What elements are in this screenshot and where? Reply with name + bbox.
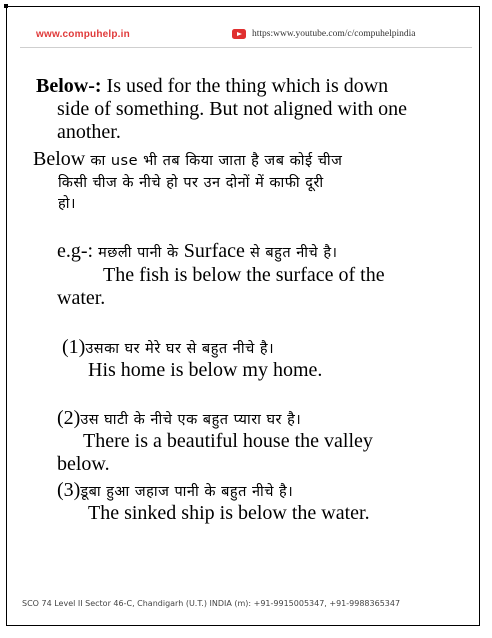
example-english-word: Surface [183, 240, 245, 262]
youtube-link[interactable] [232, 29, 416, 39]
youtube-icon [232, 29, 246, 39]
definition-line-2: side of something. But not aligned with one [57, 98, 407, 120]
header-divider [20, 47, 472, 48]
hindi-definition-line-1 [33, 148, 342, 173]
example-3-hindi-text: डूबा हुआ जहाज पानी के बहुत नीचे है। [80, 484, 294, 500]
example-3-hindi [57, 479, 293, 504]
example-2-hindi [57, 407, 301, 432]
hindi-definition-text: का use भी तब किया जाता है जब कोई चीज [85, 153, 343, 169]
example-2-english-line-1: There is a beautiful house the valley [83, 430, 373, 452]
example-line-hindi [57, 240, 338, 265]
site-name[interactable]: www.compuhelp.in [36, 29, 130, 40]
youtube-url: https:www.youtube.com/c/compuhelpindia [252, 29, 416, 39]
example-hindi-part-2: से बहुत नीचे है। [244, 245, 338, 261]
example-1-number: (1) [62, 336, 86, 358]
example-3-number: (3) [57, 479, 81, 501]
example-hindi-part-1: मछली पानी के [98, 245, 184, 261]
definition-term: Below-: [36, 75, 102, 97]
example-1-hindi-text: उसका घर मेरे घर से बहुत नीचे है। [85, 341, 275, 357]
example-3-english: The sinked ship is below the water. [88, 502, 370, 524]
hindi-definition-line-2: किसी चीज के नीचे हो पर उन दोनों में काफी दूरी [58, 175, 324, 191]
hindi-definition-line-3: हो। [58, 196, 76, 212]
example-english-line-1: The fish is below the surface of the [103, 264, 385, 286]
example-2-hindi-text: उस घाटी के नीचे एक बहुत प्यारा घर है। [80, 412, 302, 428]
example-1-hindi [62, 336, 274, 361]
example-label: e.g-: [57, 240, 94, 262]
definition-line-3: another. [57, 121, 121, 143]
example-1-english: His home is below my home. [88, 359, 323, 381]
footer-address: SCO 74 Level II Sector 46-C, Chandigarh (U.T.) INDIA (m): +91-9915005347, +91-9988365347 [22, 599, 401, 608]
example-english-line-2: water. [57, 287, 106, 309]
example-2-english-line-2: below. [57, 453, 110, 475]
definition-line-1 [36, 75, 388, 98]
definition-text: Is used for the thing which is down [101, 75, 389, 97]
corner-marker [4, 4, 8, 8]
hindi-definition-word: Below [33, 148, 86, 170]
example-2-number: (2) [57, 407, 81, 429]
